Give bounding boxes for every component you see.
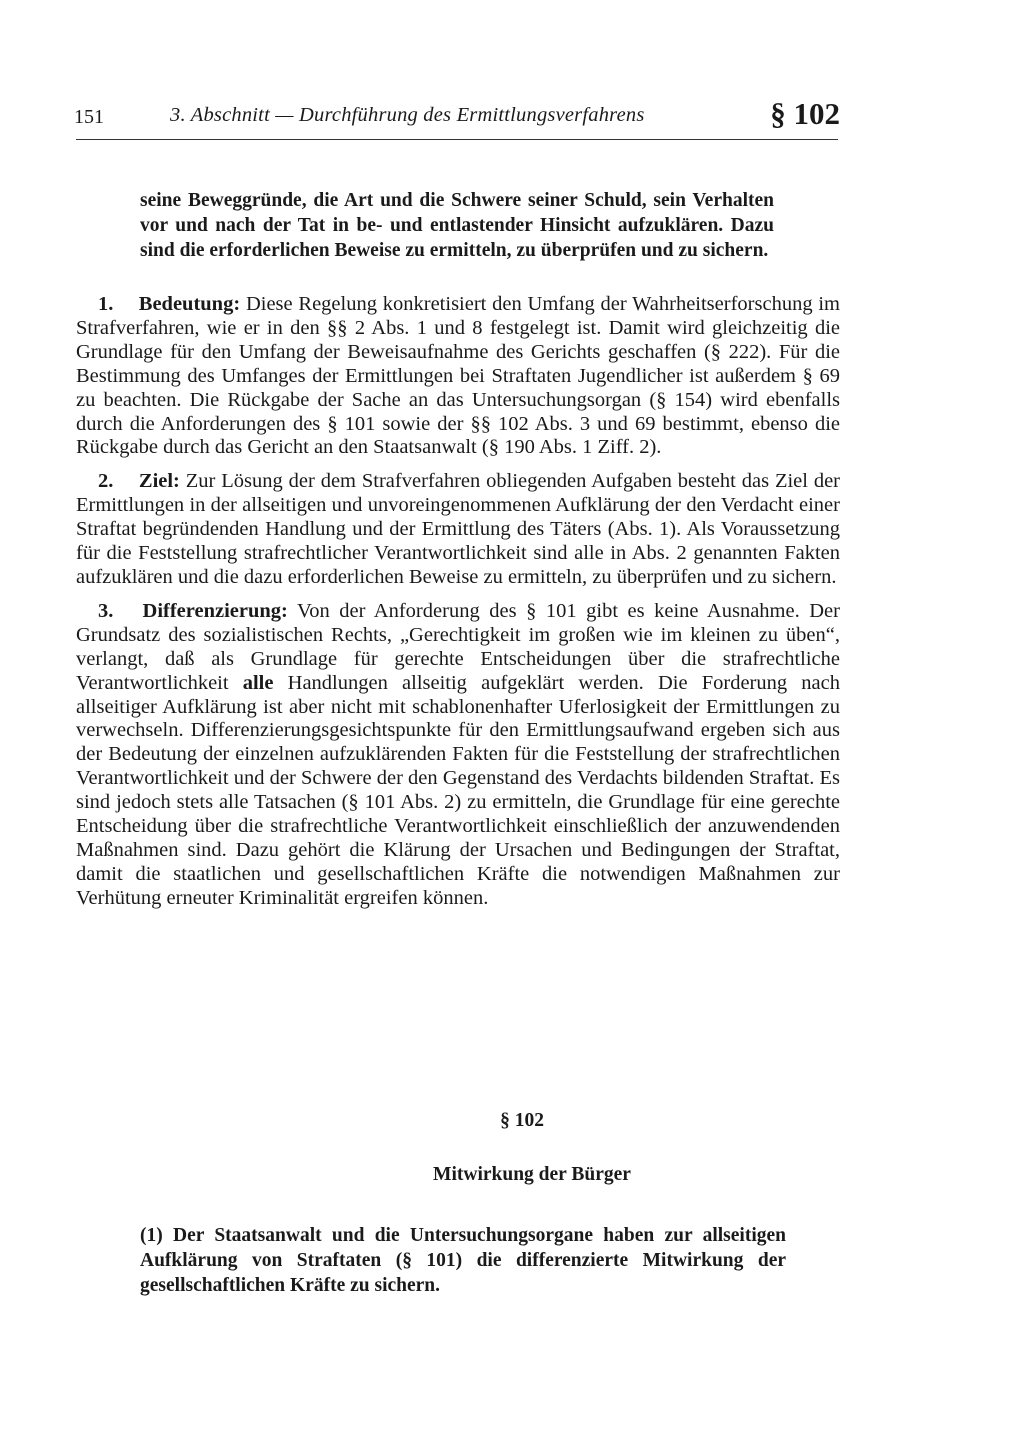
paragraph-label: Ziel:	[138, 470, 180, 493]
paragraph-label: Differenzierung:	[142, 599, 288, 622]
law-text-continuation: seine Beweggründe, die Art und die Schwere seiner Schuld, sein Verhalten vor und nach der Tat in be- und entlastender Hinsicht aufzuklären. Dazu sind die erforderlichen Beweise zu ermitteln, zu überprüfen und zu sichern.	[140, 189, 774, 261]
paragraph-label: Bedeutung:	[138, 293, 241, 315]
section-number: § 102	[500, 1110, 544, 1131]
commentary-paragraph-2	[76, 470, 840, 590]
paragraph-text: Von der Anforderung des § 101 gibt es keine Ausnahme. Der Grundsatz des sozialistischen Rechts, „Gerechtigkeit im großen wie im kleinen zu üben“, verlangt, daß als Grundlage für gerechte Entscheidungen über die strafrechtliche Verantwortlichkeit	[76, 599, 840, 694]
paragraph-number: 2.	[98, 470, 114, 493]
paragraph-text: Zur Lösung der dem Strafverfahren obliegenden Aufgaben besteht das Ziel der Ermittlungen in der allseitigen und unvoreingenommenen Aufklärung der den Verdacht einer Straftat begründenden Handlung und der Ermittlung des Täters (Abs. 1). Als Voraussetzung für die Feststellung strafrechtlicher Verantwortlichkeit sind alle in Abs. 2 genannten Fakten aufzuklären und die dazu erforderlichen Beweise zu ermitteln, zu überprüfen und zu sichern.	[76, 470, 841, 588]
paragraph-text: Handlungen allseitig aufgeklärt werden. Die Forderung nach allseitiger Aufklärung ist aber nicht mit schablonenhafter Uferlosigkeit der Ermittlungen zu verwechseln. Differenzierungsgesichtspunkte für den Ermittlungsaufwand ergeben sich aus der Bedeutung der einzelnen aufzuklärenden Fakten für die Feststellung der strafrechtlichen Verantwortlichkeit und der Schwere der den Gegenstand des Verdachts bildenden Straftat. Es sind jedoch stets alle Tatsachen (§ 101 Abs. 2) zu ermitteln, die Grundlage für eine gerechte Entscheidung über die strafrechtliche Verantwortlichkeit einschließlich der anzuwendenden Maßnahmen sind. Dazu gehört die Klärung der Ursachen und Bedingungen der Straftat, damit die staatlichen und gesellschaftlichen Kräfte die notwendigen Maßnahmen zur Verhütung erneuter Kriminalität ergreifen können.	[76, 671, 840, 909]
paragraph-emphasis: alle	[242, 671, 274, 694]
commentary-paragraph-1	[76, 293, 840, 460]
header-section-mark: § 102	[770, 96, 840, 131]
running-title: 3. Abschnitt — Durchführung des Ermittlungsverfahrens	[170, 104, 645, 126]
paragraph-number: 1.	[98, 293, 114, 315]
page-header	[74, 96, 840, 140]
paragraph-text: Diese Regelung konkretisiert den Umfang der Wahrheitserforschung im Strafverfahren, wie er in den §§ 2 Abs. 1 und 8 festgelegt ist. Damit wird gleichzeitig die Grundlage für den Umfang der Beweisaufnahme des Gerichts geschaffen (§ 222). Für die Bestimmung des Umfanges der Ermittlungen bei Straftaten Jugendlicher ist außerdem § 69 zu beachten. Die Rückgabe der Sache an das Untersuchungsorgan (§ 154) wird ebenfalls durch die Anforderungen des § 101 sowie der §§ 102 Abs. 3 und 69 bestimmt, ebenso die Rückgabe durch das Gericht an den Staatsanwalt (§ 190 Abs. 1 Ziff. 2).	[76, 293, 840, 459]
section-title: Mitwirkung der Bürger	[433, 1164, 631, 1185]
commentary	[76, 293, 840, 921]
header-rule	[76, 139, 838, 140]
page-number: 151	[74, 106, 104, 128]
commentary-paragraph-3	[76, 600, 840, 911]
paragraph-number: 3.	[98, 599, 114, 622]
law-text-section-102: (1) Der Staatsanwalt und die Untersuchungsorgane haben zur allseitigen Aufklärung von Straftaten (§ 101) die differenzierte Mitwirkung der gesellschaftlichen Kräfte zu sichern.	[140, 1224, 786, 1296]
